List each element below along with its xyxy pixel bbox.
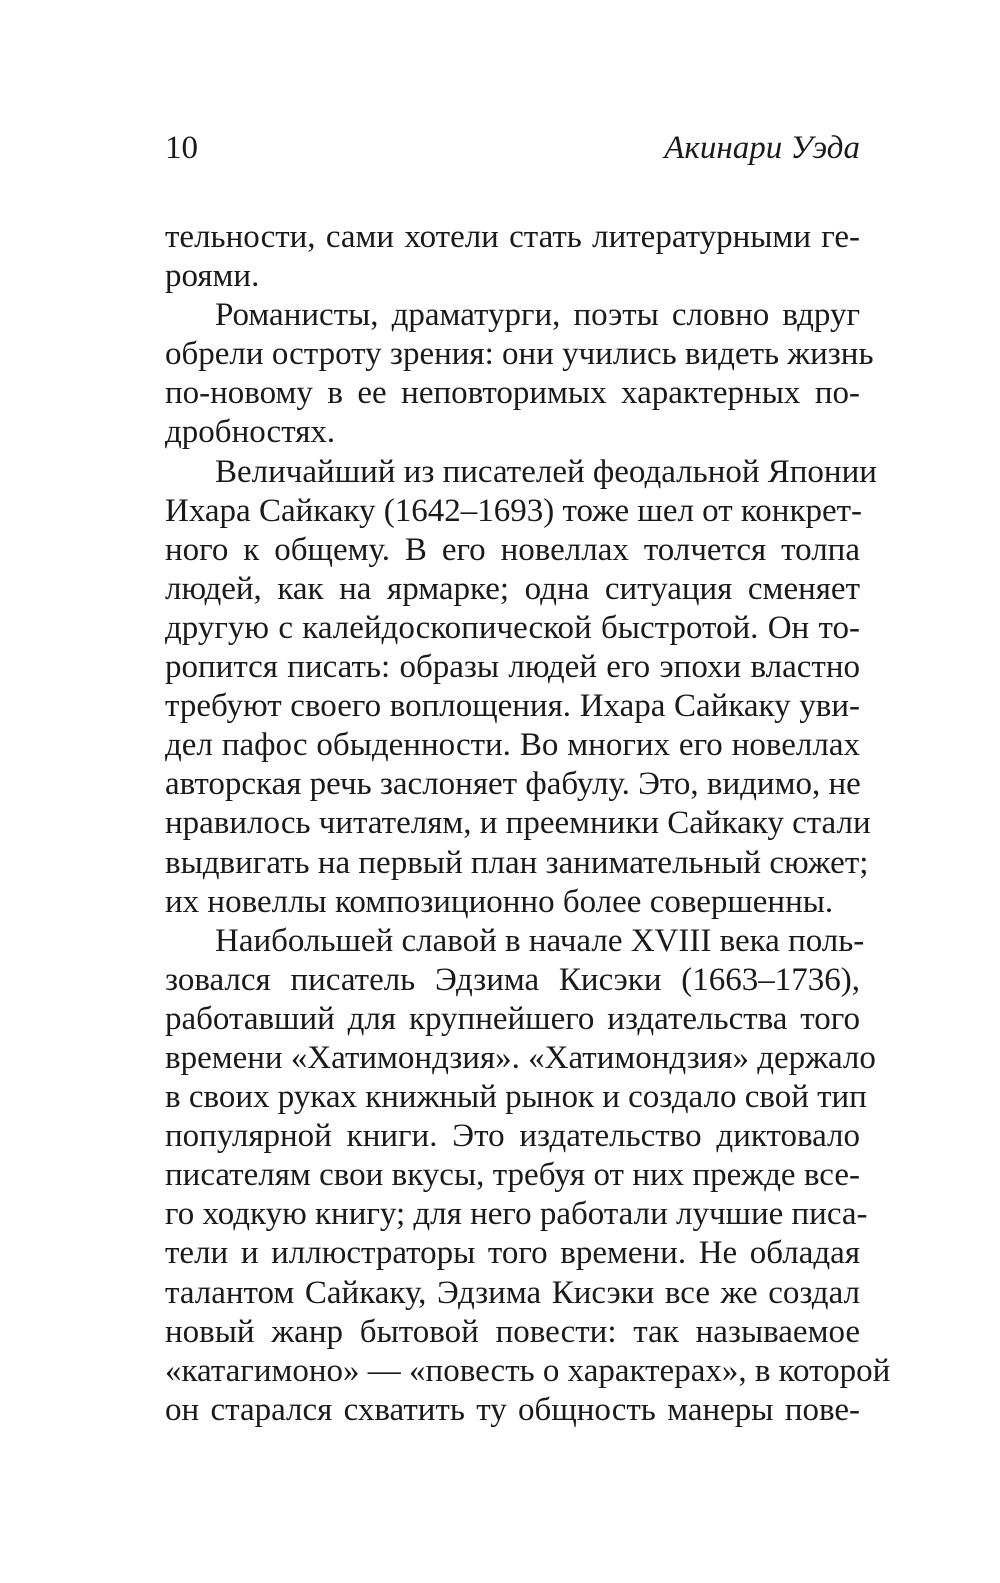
text-line: ного к общему. В его новеллах толчется толпа	[165, 531, 860, 568]
text-line: тельности, сами хотели стать литературными ге-	[165, 219, 860, 255]
text-line: людей, как на ярмарке; одна ситуация сменяет	[165, 570, 860, 607]
paragraph	[165, 218, 860, 296]
paragraph	[165, 453, 877, 922]
text-line: он старался схватить ту общность манеры пове-	[165, 1391, 860, 1428]
text-line: выдвигать на первый план занимательный сюжет;	[165, 844, 869, 881]
text-line: работавший для крупнейшего издательства того	[165, 1000, 860, 1037]
text-line: дробностях.	[165, 414, 336, 451]
page-number: 10	[165, 130, 198, 166]
text-line: в своих руках книжный рынок и создало свой тип	[165, 1079, 867, 1116]
running-title: Акинари Уэда	[664, 130, 860, 166]
page-body-text	[165, 218, 891, 1430]
page-header	[165, 128, 860, 168]
text-line: времени «Хатимондзия». «Хатимондзия» держало	[165, 1039, 876, 1076]
text-line: тели и иллюстраторы того времени. Не обладая	[165, 1235, 860, 1272]
text-line: по-новому в ее неповторимых характерных по-	[165, 375, 860, 412]
text-line: писателям свои вкусы, требуя от них прежде все-	[165, 1157, 860, 1194]
text-line: требуют своего воплощения. Ихара Сайкаку уви-	[165, 688, 860, 725]
text-line: их новеллы композиционно более совершенны.	[165, 883, 834, 920]
text-line: Ихара Сайкаку (1642–1693) тоже шел от конкрет-	[165, 492, 863, 529]
text-line: зовался писатель Эдзима Кисэки (1663–1736),	[165, 961, 860, 998]
text-line: дел пафос обыденности. Во многих его новеллах	[165, 727, 860, 764]
text-line: Наибольшей славой в начале XVIII века поль-	[215, 922, 865, 959]
text-line: другую с калейдоскопической быстротой. Он то-	[165, 609, 860, 646]
text-line: авторская речь заслоняет фабулу. Это, видимо, не	[165, 766, 861, 803]
text-line: Величайший из писателей феодальной Японии	[215, 453, 877, 490]
text-line: новый жанр бытовой повести: так называемое	[165, 1313, 860, 1350]
text-line: Романисты, драматурги, поэты словно вдруг	[215, 297, 860, 334]
text-line: нравилось читателям, и преемники Сайкаку стали	[165, 805, 871, 842]
text-line: обрели остроту зрения: они учились видеть жизнь	[165, 336, 874, 373]
text-line: «катагимоно» — «повесть о характерах», в которой	[165, 1352, 891, 1389]
paragraph	[165, 296, 874, 452]
text-line: талантом Сайкаку, Эдзима Кисэки все же создал	[165, 1274, 860, 1311]
text-line: популярной книги. Это издательство диктовало	[165, 1118, 860, 1155]
paragraph	[165, 922, 891, 1430]
text-line: роями.	[165, 258, 260, 295]
text-line: го ходкую книгу; для него работали лучшие писа-	[165, 1196, 868, 1233]
text-line: ропится писать: образы людей его эпохи властно	[165, 649, 860, 686]
